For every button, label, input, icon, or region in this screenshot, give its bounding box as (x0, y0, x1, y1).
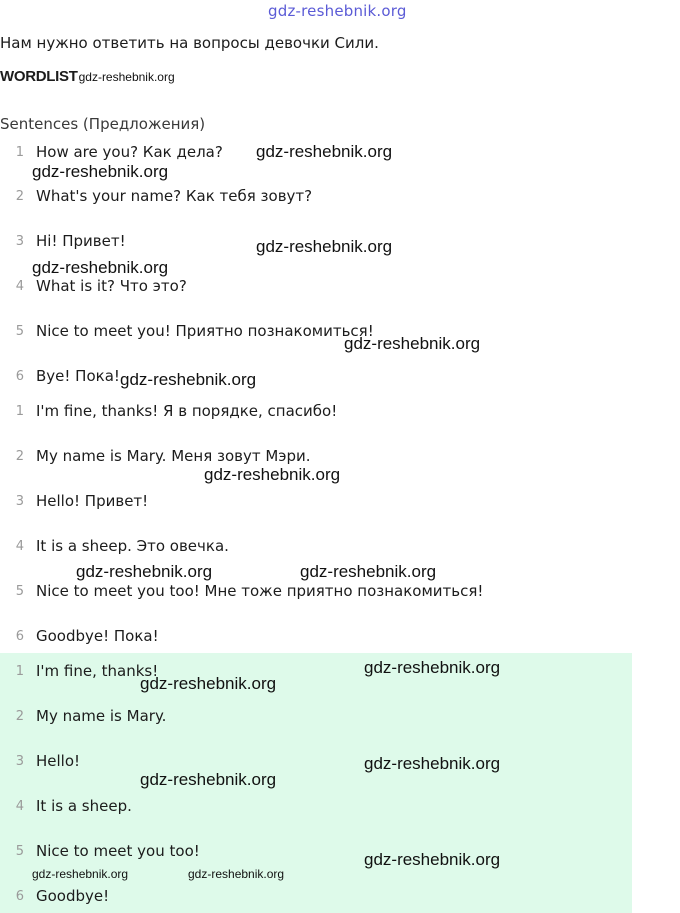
wordlist-heading: WORDLIST (0, 68, 78, 85)
watermark: gdz-reshebnik.org (256, 237, 393, 256)
reply-item-5 (0, 579, 483, 603)
item-text: My name is Mary. (36, 707, 167, 725)
intro-text: Нам нужно ответить на вопросы девочки Сили. (0, 34, 379, 52)
item-text: Hello! Привет! (36, 492, 149, 510)
watermark: gdz-reshebnik.org (32, 867, 129, 881)
item-text: Goodbye! Пока! (36, 627, 159, 645)
watermark: gdz-reshebnik.org (32, 258, 169, 277)
item-text: Bye! Пока! (36, 367, 120, 385)
item-text: It is a sheep. (36, 797, 132, 815)
site-logo: gdz-reshebnik.org (268, 2, 407, 20)
watermark: gdz-reshebnik.org (32, 162, 169, 181)
section-title: Sentences (Предложения) (0, 115, 206, 133)
question-item-3 (0, 229, 126, 253)
item-number: 5 (15, 323, 24, 339)
item-number: 4 (15, 278, 24, 294)
item-number: 2 (15, 708, 24, 724)
watermark: gdz-reshebnik.org (344, 334, 481, 353)
item-text: What is it? Что это? (36, 277, 187, 295)
item-text: My name is Mary. Меня зовут Мэри. (36, 447, 311, 465)
answer-item-4 (0, 794, 132, 818)
item-number: 3 (15, 753, 24, 769)
item-number: 1 (15, 663, 24, 679)
item-number: 1 (15, 403, 24, 419)
watermark: gdz-reshebnik.org (204, 465, 341, 484)
question-item-1 (0, 140, 223, 164)
item-text: How are you? Как дела? (36, 143, 223, 161)
item-number: 6 (15, 628, 24, 644)
watermark: gdz-reshebnik.org (140, 770, 277, 789)
item-text: Hello! (36, 752, 81, 770)
item-number: 2 (15, 188, 24, 204)
reply-item-4 (0, 534, 229, 558)
item-number: 4 (15, 538, 24, 554)
item-text: Hi! Привет! (36, 232, 126, 250)
answer-item-3 (0, 749, 80, 773)
item-text: I'm fine, thanks! Я в порядке, спасибо! (36, 402, 338, 420)
item-number: 6 (15, 888, 24, 904)
question-item-2 (0, 184, 312, 208)
item-text: Nice to meet you! Приятно познакомиться! (36, 322, 374, 340)
watermark: gdz-reshebnik.org (364, 850, 501, 869)
reply-item-6 (0, 624, 159, 648)
watermark: gdz-reshebnik.org (300, 562, 437, 581)
item-number: 6 (15, 368, 24, 384)
watermark: gdz-reshebnik.org (140, 674, 277, 693)
watermark: gdz-reshebnik.org (364, 658, 501, 677)
item-text: It is a sheep. Это овечка. (36, 537, 229, 555)
watermark: gdz-reshebnik.org (76, 562, 213, 581)
watermark: gdz-reshebnik.org (120, 370, 257, 389)
item-text: Nice to meet you too! (36, 842, 200, 860)
item-text: What's your name? Как тебя зовут? (36, 187, 313, 205)
item-number: 3 (15, 233, 24, 249)
answer-item-5 (0, 839, 200, 863)
reply-item-1 (0, 399, 337, 423)
watermark: gdz-reshebnik.org (256, 142, 393, 161)
item-number: 5 (15, 843, 24, 859)
question-item-6 (0, 364, 120, 388)
item-number: 1 (15, 144, 24, 160)
watermark: gdz-reshebnik.org (188, 867, 285, 881)
item-number: 2 (15, 448, 24, 464)
watermark: gdz-reshebnik.org (78, 70, 175, 84)
item-number: 4 (15, 798, 24, 814)
item-text: Nice to meet you too! Мне тоже приятно познакомиться! (36, 582, 484, 600)
item-text: Goodbye! (36, 887, 110, 905)
answer-item-2 (0, 704, 166, 728)
item-text: I'm fine, thanks! (36, 662, 159, 680)
item-number: 5 (15, 583, 24, 599)
answer-item-6 (0, 884, 109, 908)
watermark: gdz-reshebnik.org (364, 754, 501, 773)
item-number: 3 (15, 493, 24, 509)
reply-item-3 (0, 489, 148, 513)
question-item-5 (0, 319, 374, 343)
wordlist-row (0, 68, 175, 85)
answer-item-1 (0, 659, 158, 683)
